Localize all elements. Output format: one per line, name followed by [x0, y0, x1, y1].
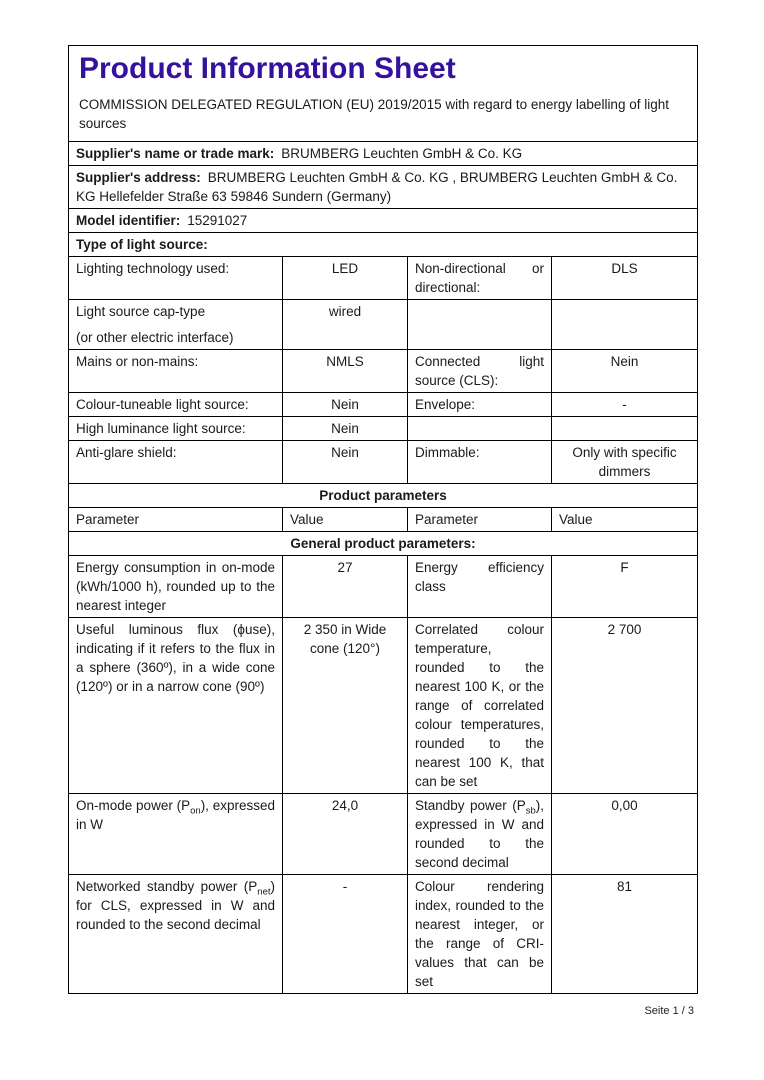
product-info-table: [68, 45, 698, 994]
row-colour-tuneable: [69, 393, 698, 417]
param-cell: Lighting technology used:: [69, 257, 283, 300]
value-cell: Nein: [283, 393, 408, 417]
param-text: ) for CLS, expressed in W and rounded to the second decimal: [76, 879, 275, 932]
value-cell: 2 700: [552, 618, 698, 794]
value-cell: Nein: [283, 441, 408, 484]
row-on-mode-power: [69, 794, 698, 875]
param-cell: Connected light source (CLS):: [408, 350, 552, 393]
row-energy-consumption: [69, 556, 698, 618]
page-number: Seite 1 / 3: [644, 1005, 694, 1017]
param-text: Networked standby power (P: [76, 879, 258, 894]
value-cell: -: [283, 875, 408, 994]
column-header: Parameter: [69, 508, 283, 532]
row-high-luminance: [69, 417, 698, 441]
value-cell: DLS: [552, 257, 698, 300]
param-cell: Envelope:: [408, 393, 552, 417]
param-cell: Non-directional or directional:: [408, 257, 552, 300]
supplier-address-row: [69, 166, 698, 209]
param-cell: [69, 300, 283, 350]
param-cell: Useful luminous flux (ϕuse), indicating if it refers to the flux in a sphere (360º), in a wide cone (120º) or in a narrow cone (90º): [69, 618, 283, 794]
column-header: Parameter: [408, 508, 552, 532]
row-networked-standby: [69, 875, 698, 994]
supplier-name-value: BRUMBERG Leuchten GmbH & Co. KG: [281, 146, 523, 161]
regulation-subtitle: COMMISSION DELEGATED REGULATION (EU) 2019/2015 with regard to energy labelling of light sources: [79, 97, 669, 131]
param-cell: High luminance light source:: [69, 417, 283, 441]
cap-type-line1: Light source cap-type: [76, 304, 206, 319]
value-cell: [552, 417, 698, 441]
value-cell: Nein: [552, 350, 698, 393]
param-cell: Energy efficiency class: [408, 556, 552, 618]
title-cell: [69, 46, 698, 142]
param-cell: Colour-tuneable light source:: [69, 393, 283, 417]
product-information-sheet: [68, 45, 697, 994]
subscript: on: [190, 805, 201, 817]
page-title: Product Information Sheet: [79, 52, 456, 85]
subscript: net: [257, 886, 271, 898]
value-cell: Nein: [283, 417, 408, 441]
cap-type-line2: (or other electric interface): [76, 330, 234, 345]
subscript: sb: [525, 805, 536, 817]
title-row: [69, 46, 698, 142]
supplier-name-row: [69, 142, 698, 166]
param-cell: Correlated colour temperature, rounded to the nearest 100 K, or the range of correlated colour temperatures, rounded to the nearest 100 K, that can be set: [408, 618, 552, 794]
value-cell: 81: [552, 875, 698, 994]
supplier-name-label: Supplier's name or trade mark:: [76, 146, 275, 161]
param-cell: [408, 300, 552, 350]
value-cell: F: [552, 556, 698, 618]
param-text: On-mode power (P: [76, 798, 191, 813]
supplier-address-value: BRUMBERG Leuchten GmbH & Co. KG , BRUMBERG Leuchten GmbH & Co. KG Hellefelder Straße 63 59846 Sundern (Germany): [76, 170, 678, 204]
supplier-name-cell: [69, 142, 698, 166]
model-identifier-row: [69, 209, 698, 233]
column-header-row: [69, 508, 698, 532]
value-cell: 27: [283, 556, 408, 618]
param-cell: Colour rendering index, rounded to the nearest integer, or the range of CRI-values that can be set: [408, 875, 552, 994]
param-cell: [408, 417, 552, 441]
supplier-address-label: Supplier's address:: [76, 170, 201, 185]
value-cell: -: [552, 393, 698, 417]
value-cell: NMLS: [283, 350, 408, 393]
row-mains: [69, 350, 698, 393]
product-parameters-header-row: [69, 484, 698, 508]
value-cell: 2 350 in Wide cone (120°): [283, 618, 408, 794]
value-cell: 0,00: [552, 794, 698, 875]
type-of-light-source-label: Type of light source:: [76, 237, 208, 252]
param-cell: Energy consumption in on-mode (kWh/1000 h), rounded up to the nearest integer: [69, 556, 283, 618]
param-cell: Dimmable:: [408, 441, 552, 484]
product-parameters-header: Product parameters: [69, 484, 698, 508]
value-cell: 24,0: [283, 794, 408, 875]
type-of-light-source-cell: [69, 233, 698, 257]
param-text: ), expressed in W: [76, 798, 275, 832]
row-cap-type: [69, 300, 698, 350]
column-header: Value: [283, 508, 408, 532]
row-lighting-technology: [69, 257, 698, 300]
param-cell: Anti-glare shield:: [69, 441, 283, 484]
type-of-light-source-row: [69, 233, 698, 257]
param-cell: [69, 794, 283, 875]
param-text: ), expressed in W and rounded to the second decimal: [415, 798, 544, 870]
param-cell: [408, 794, 552, 875]
value-cell: Only with specific dimmers: [552, 441, 698, 484]
general-parameters-header: General product parameters:: [69, 532, 698, 556]
param-cell: [69, 875, 283, 994]
row-luminous-flux: [69, 618, 698, 794]
param-cell: Mains or non-mains:: [69, 350, 283, 393]
row-anti-glare: [69, 441, 698, 484]
model-identifier-cell: [69, 209, 698, 233]
general-parameters-header-row: [69, 532, 698, 556]
value-cell: [552, 300, 698, 350]
model-identifier-label: Model identifier:: [76, 213, 181, 228]
column-header: Value: [552, 508, 698, 532]
model-identifier-value: 15291027: [187, 213, 248, 228]
param-text: Standby power (P: [415, 798, 526, 813]
value-cell: wired: [283, 300, 408, 350]
supplier-address-cell: [69, 166, 698, 209]
value-cell: LED: [283, 257, 408, 300]
